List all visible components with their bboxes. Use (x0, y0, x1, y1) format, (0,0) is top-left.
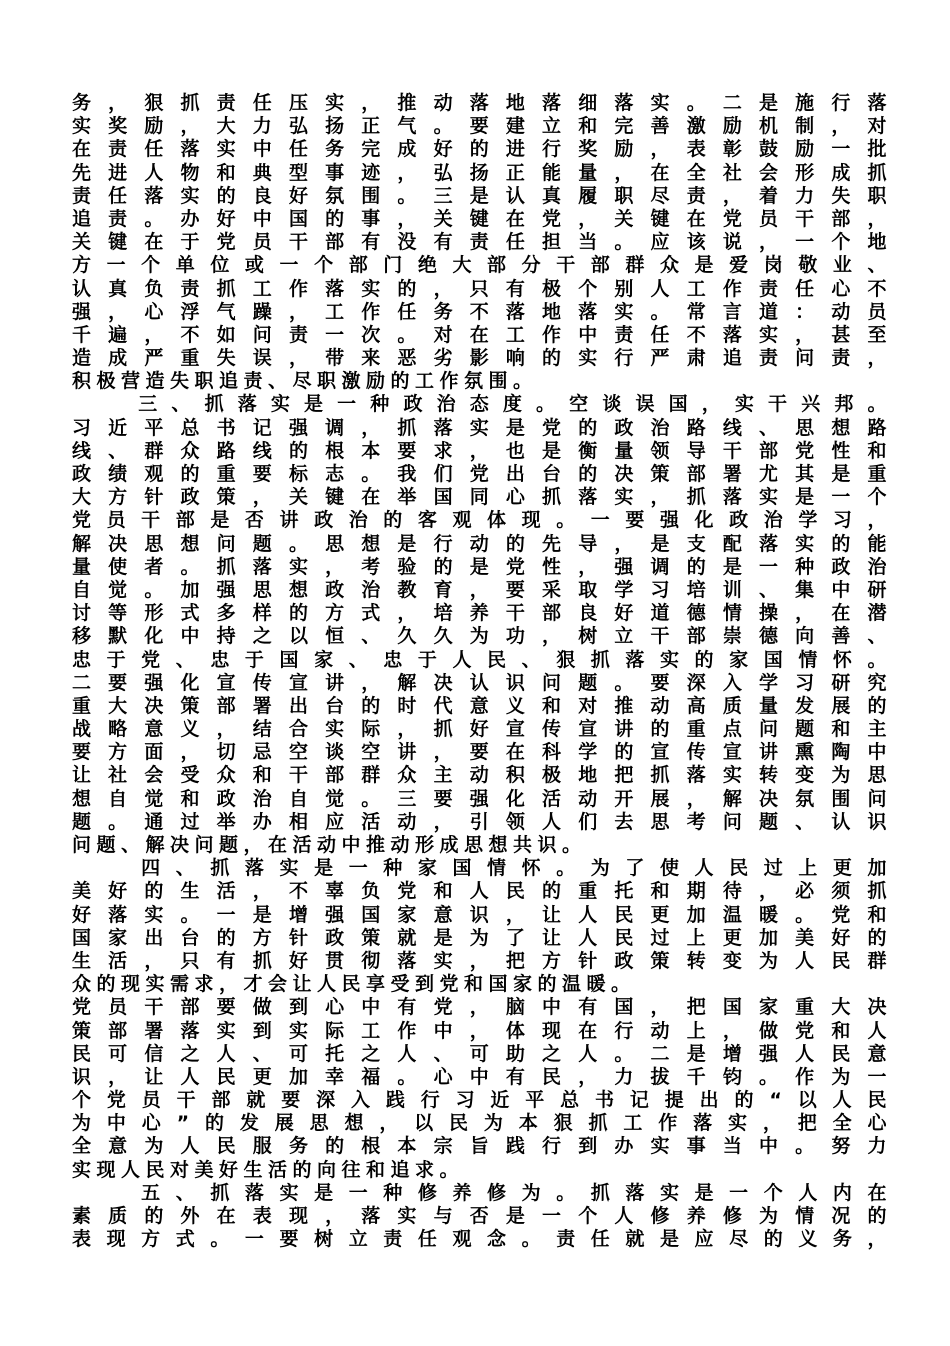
text-line: 在责任落实中任务完成好的进行奖励，表彰鼓励一批 (72, 138, 892, 161)
text-line: 五、抓落实是一种修养修为。抓落实是一个人内在 (72, 1181, 892, 1204)
text-line: 追责。办好中国的事，关键在党，关键在党员干部， (72, 207, 892, 230)
text-line: 民可信之人、可托之人、可助之人。二是增强人民意 (72, 1042, 892, 1065)
text-line: 先进人物和典型事迹，弘扬正能量，在全社会形成抓 (72, 161, 892, 184)
text-line: 要方面，切忌空谈空讲，要在科学的宣传宣讲熏陶中 (72, 741, 892, 764)
text-line: 移默化中持之以恒、久久为功，树立干部崇德向善、 (72, 625, 892, 648)
text-line: 认真负责抓工作落实的，只有极个别人工作责任心不 (72, 277, 892, 300)
text-line: 线、群众路线的根本要求，也是衡量领导干部党性和 (72, 439, 892, 462)
text-line: 量使者。抓落实，考验的是党性，强调的是一种政治 (72, 555, 892, 578)
text-line: 素质的外在表现，落实与否是一个人修养修为情况的 (72, 1205, 892, 1227)
text-line: 自觉。加强思想政治教育，要采取学习培训、集中研 (72, 578, 892, 601)
text-line: 美好的生活，不辜负党和人民的重托和期待，必须抓 (72, 880, 892, 903)
text-line: 关键在于党员干部有没有责任担当。应该说，一个地 (72, 231, 892, 254)
text-line: 题。通过举办相应活动，引领人们去思考问题、认识 (72, 810, 892, 833)
text-line: 责任落实的良好氛围。三是认真履职尽责，着力失职 (72, 184, 892, 207)
text-line: 实奖励，大力弘扬正气。要建立和完善激励机制，对 (72, 115, 892, 138)
text-line: 让社会受众和干部群众主动积极地把抓落实转变为思 (72, 764, 892, 787)
text-line: 大方针政策，关键在举国同心抓落实，抓落实是一个 (72, 486, 892, 509)
text-line: 造成严重失误，带来恶劣影响的实行严肃追责问责， (72, 347, 892, 370)
text-line: 党员干部要做到心中有党，脑中有国，把国家重大决 (72, 996, 892, 1019)
text-line: 实现人民对美好生活的向往和追求。 (72, 1158, 465, 1181)
text-line: 积极营造失职追责、尽职激励的工作氛围。 (72, 370, 538, 393)
text-line: 习近平总书记强调，抓落实是党的政治路线、思想路 (72, 416, 892, 439)
text-line: 党员干部是否讲政治的客观体现。一要强化政治学习， (72, 509, 892, 532)
text-line: 想自觉和政治自觉。三要强化活动开展，解决氛围问 (72, 787, 892, 810)
text-line: 众的现实需求，才会让人民享受到党和国家的温暖。 (72, 973, 636, 996)
text-line: 为中心”的发展思想，以民为本狠抓工作落实，把全心 (72, 1112, 892, 1135)
text-line: 三、抓落实是一种政治态度。空谈误国，实干兴邦。 (72, 393, 892, 416)
document-body (72, 92, 892, 1251)
text-line: 策部署落实到实际工作中，体现在行动上，做党和人 (72, 1019, 892, 1042)
text-line: 全意为人民服务的根本宗旨践行到办实事当中。努力 (72, 1135, 892, 1158)
text-line: 战略意义，结合实际，抓好宣传宣讲的重点问题和主 (72, 718, 892, 741)
text-line: 强，心浮气躁，工作任务不落地落实。常言道：动员 (72, 300, 892, 323)
text-line: 方一个单位或一个部门绝大部分干部群众是爱岗敬业、 (72, 254, 892, 277)
text-line: 重大决策部署出台的时代意义和对推动高质量发展的 (72, 694, 892, 717)
text-line: 务，狠抓责任压实，推动落地落细落实。二是施行落 (72, 92, 892, 114)
text-line: 解决思想问题。思想是行动的先导，是支配落实的能 (72, 532, 892, 555)
text-line: 个党员干部就要深入践行习近平总书记提出的“以人民 (72, 1089, 892, 1112)
text-line: 问题、解决问题，在活动中推动形成思想共识。 (72, 834, 587, 856)
text-line: 国家出台的方针政策就是为了让人民过上更加美好的 (72, 926, 892, 949)
text-line: 四、抓落实是一种家国情怀。为了使人民过上更加 (72, 857, 892, 880)
text-line: 二要强化宣传宣讲，解决认识问题。要深入学习研究 (72, 671, 892, 694)
text-line: 生活，只有抓好贯彻落实，把方针政策转变为人民群 (72, 949, 892, 972)
text-line: 千遍，不如问责一次。对在工作中责任不落实，甚至 (72, 323, 892, 346)
text-line: 讨等形式多样的方式，培养干部良好道德情操，在潜 (72, 602, 892, 625)
text-line: 忠于党、忠于国家、忠于人民、狠抓落实的家国情怀。 (72, 648, 892, 671)
text-line: 表现方式。一要树立责任观念。责任就是应尽的义务， (72, 1228, 892, 1251)
text-line: 好落实。一是增强国家意识，让人民更加温暖。党和 (72, 903, 892, 926)
text-line: 政绩观的重要标志。我们党出台的决策部署尤其是重 (72, 463, 892, 485)
text-line: 识，让人民更加幸福。心中有民，力拔千钧。作为一 (72, 1065, 892, 1088)
